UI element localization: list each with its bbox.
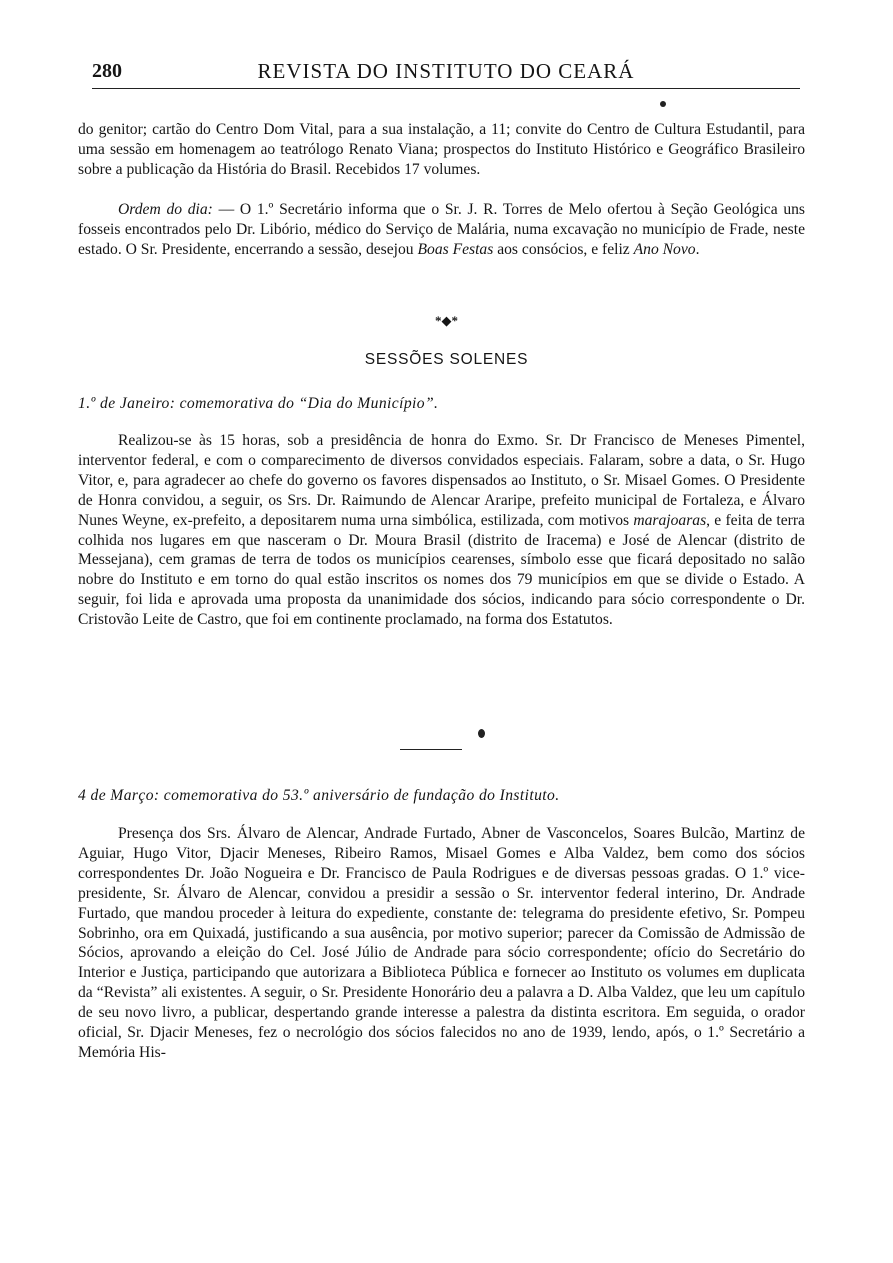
running-header xyxy=(92,54,800,89)
ordem-text-3: . xyxy=(695,240,700,258)
session-1-text-1: Realizou-se às 15 horas, sob a presidência de honra do Exmo. Sr. Dr Francisco de Meneses Pimentel, interventor federal, e com o comparecimento de diversos convidados especiais. Falaram, sobre a data, o Sr. Hugo Vitor, e, para agradecer ao chefe do governo os favores dispensados ao Instituto, o Sr. Misael Gomes. O Presidente de Honra convidou, a seguir, os Srs. Dr. Raimundo de Alencar Araripe, prefeito municipal de Fortaleza, e Álvaro Nunes Weyne, ex-prefeito, a depositarem numa urna simbólica, estilizada, com motivos xyxy=(78,432,805,529)
ordem-text-1: — O 1.º Secretário informa que o Sr. J. R. Torres de Melo ofertou à Seção Geológica uns fosseis encontrados pelo Dr. Libório, médico do Serviço de Malária, numa excavação no município de Frade, neste estado. O Sr. Presidente, encerrando a sessão, desejou xyxy=(78,201,805,258)
boas-festas-text: Boas Festas xyxy=(417,240,494,258)
session-1-text-2: , e feita de terra colhida nos lugares em que nasceram o Dr. Moura Brasil (distrito de Iracema) e José de Alencar (distrito de Messejana), cem gramas de terra de todos os municípios cearenses, símbolo esse que ficará depositado no salão nobre do Instituto e em torno do qual estão inscritos os nomes dos 79 municípios em que se divide o Estado. A seguir, foi lida e aprovada uma proposta da unanimidade dos sócios, indicando para sócio correspondente o Dr. Cristovão Leite de Castro, que foi em continente proclamado, na forma dos Estatutos. xyxy=(78,511,805,629)
session-2-paragraph xyxy=(78,824,805,1063)
ordem-label: Ordem do dia: xyxy=(118,201,213,218)
session-2-heading: 4 de Março: comemorativa do 53.º aniversário de fundação do Instituto. xyxy=(78,787,560,804)
session-2-text: Presença dos Srs. Álvaro de Alencar, Andrade Furtado, Abner de Vasconcelos, Soares Bulcão, Martinz de Aguiar, Hugo Vitor, Djacir Meneses, Ribeiro Ramos, Misael Gomes e Alba Valdez, bem como dos sócios correspondentes Dr. João Nogueira e Dr. Francisco de Paula Rodrigues e de diversas pessoas gradas. O 1.º vice-presidente, Sr. Álvaro de Alencar, convidou a presidir a sessão o Sr. interventor federal interino, Dr. Andrade Furtado, que mandou proceder à leitura do expediente, constante de: telegrama do presidente efetivo, Sr. Pompeu Sobrinho, ora em Quixadá, justificando a sua ausência, por motivo superior; parecer da Comissão de Admissão de Sócios, aprovando a eleição do Cel. José Júlio de Andrade para sócio correspondente; ofício do Secretário do Interior e Justiça, participando que autorizara a Biblioteca Pública e fornecer ao Instituto os volumes em duplicata da “Revista” ali existentes. A seguir, o Sr. Presidente Honorário deu a palavra a D. Alba Valdez, que leu um capítulo de seu novo livro, a publicar, despertando grande interesse a palestra da distinta escritora. Em seguida, o orador oficial, Sr. Djacir Meneses, fez o necrológio dos sócios falecidos no ano de 1939, lendo, após, o 1.º Secretário a Memória His- xyxy=(78,825,805,1061)
section-ornament: *◆* xyxy=(435,313,458,328)
ano-novo-text: Ano Novo xyxy=(633,240,696,258)
ordem-do-dia-paragraph xyxy=(78,200,805,260)
session-1-paragraph xyxy=(78,431,805,630)
page-number: 280 xyxy=(92,59,122,82)
ordem-text-2: aos consócios, e feliz xyxy=(493,240,634,258)
ink-speck xyxy=(478,729,485,738)
continuation-paragraph xyxy=(78,120,805,180)
session-1-heading: 1.º de Janeiro: comemorativa do “Dia do Município”. xyxy=(78,395,439,412)
ink-speck xyxy=(660,101,666,107)
marajoaras-text: marajoaras xyxy=(633,511,707,529)
section-divider xyxy=(400,749,462,750)
section-title: SESSÕES SOLENES xyxy=(364,351,529,368)
running-title: REVISTA DO INSTITUTO DO CEARÁ xyxy=(257,58,635,83)
continuation-text: do genitor; cartão do Centro Dom Vital, para a sua instalação, a 11; convite do Centro de Cultura Estudantil, para uma sessão em homenagem ao teatrólogo Renato Viana; prospectos do Instituto Histórico e Geográfico Brasileiro sobre a publicação da História do Brasil. Recebidos 17 volumes. xyxy=(78,121,805,178)
